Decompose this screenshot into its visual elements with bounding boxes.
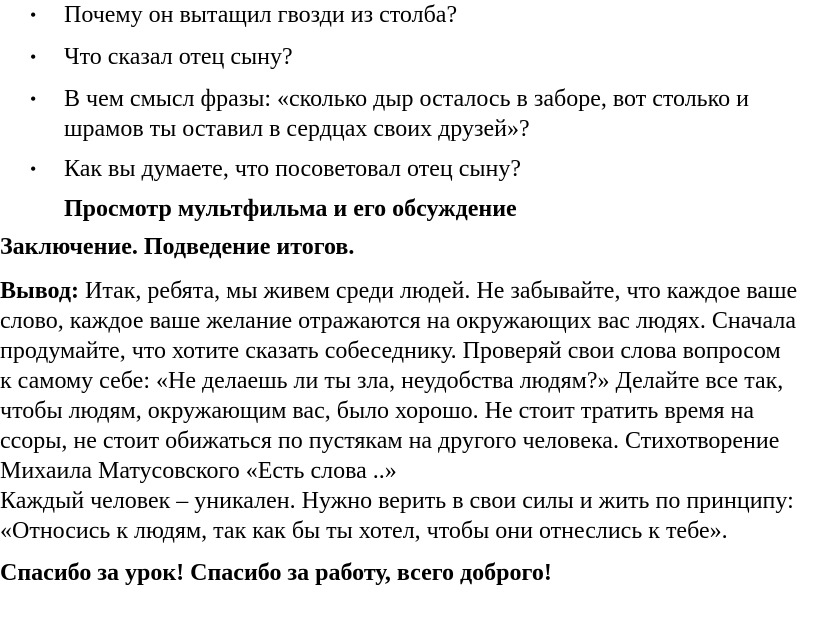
list-item <box>0 84 816 144</box>
conclusion-paragraph <box>0 276 816 486</box>
paragraph-line: «Относись к людям, так как бы ты хотел, чтобы они отнеслись к тебе». <box>0 518 728 544</box>
paragraph-line: Каждый человек – уникален. Нужно верить в свои силы и жить по принципу: <box>0 488 794 514</box>
paragraph-line: ссоры, не стоит обижаться по пустякам на другого человека. Стихотворение <box>0 428 780 454</box>
unique-paragraph <box>0 486 816 546</box>
paragraph-line: продумайте, что хотите сказать собеседнику. Проверяй свои слова вопросом <box>0 338 781 364</box>
paragraph-line: слово, каждое ваше желание отражаются на окружающих вас людях. Сначала <box>0 308 796 334</box>
paragraph-line: Итак, ребята, мы живем среди людей. Не забывайте, что каждое ваше <box>78 278 798 304</box>
question-text: Как вы думаете, что посоветовал отец сыну? <box>64 156 521 182</box>
bullet-icon: • <box>30 5 37 25</box>
question-text: Что сказал отец сыну? <box>64 44 293 70</box>
list-item <box>0 42 816 72</box>
conclusion-label: Вывод: <box>0 278 79 304</box>
paragraph-first-line <box>0 276 816 306</box>
paragraph-line: чтобы людям, окружающим вас, было хорошо. Не стоит тратить время на <box>0 398 755 424</box>
paragraph-line: к самому себе: «Не делаешь ли ты зла, неудобства людям?» Делайте все так, <box>0 368 784 394</box>
question-text: В чем смысл фразы: «сколько дыр осталось в заборе, вот столько и <box>64 86 749 112</box>
bullet-icon: • <box>30 89 37 109</box>
question-text-continued: шрамов ты оставил в сердцах своих друзей»? <box>64 116 530 142</box>
bullet-icon: • <box>30 47 37 67</box>
conclusion-heading: Заключение. Подведение итогов. <box>0 234 355 260</box>
bullet-icon: • <box>30 159 37 179</box>
list-item <box>0 154 816 184</box>
thanks-line: Спасибо за урок! Спасибо за работу, всего доброго! <box>0 560 552 586</box>
question-text: Почему он вытащил гвозди из столба? <box>64 2 458 28</box>
section-subheading: Просмотр мультфильма и его обсуждение <box>64 196 517 222</box>
list-item <box>0 0 816 30</box>
paragraph-line: Михаила Матусовского «Есть слова ..» <box>0 458 397 484</box>
